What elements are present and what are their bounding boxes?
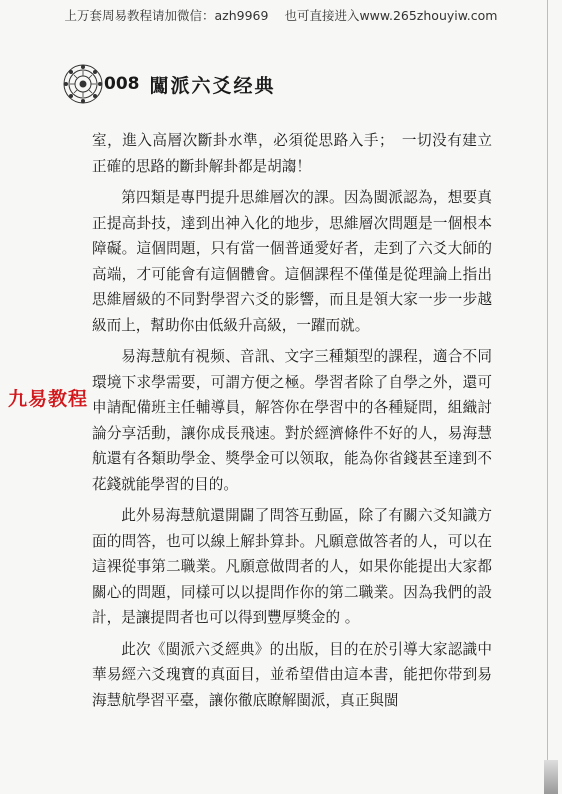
page-number: 008 [104,74,140,94]
book-title: 闖派六爻经典 [149,74,276,97]
page-edge-divider [547,0,548,794]
paragraph: 室，進入高層次斷卦水準，必須從思路入手； 一切没有建立正確的思路的斷卦解卦都是胡謅！ [92,132,492,175]
paragraph: 此外易海慧航還開闢了問答互動區，除了有關六爻知識方面的問答，也可以線上解卦算卦。凡願意做答者的人，可以在這裸從事第二職業。凡願意做問者的人，如果你能提出大家都關心的問題，同樣可以以提問作你的第二職業。因為我們的設計，是讓提問者也可以得到豐厚獎金的 。 [92,507,492,626]
watermark-label: 九易教程 [8,388,89,410]
banner-website-text: 也可直接进入www.265zhouyiw.com [284,8,498,23]
paragraph: 此次《閩派六爻經典》的出版，目的在於引導大家認識中華易經六爻瑰寶的真面目，並希望借由這本書，能把你带到易海慧航學習平臺，讓你徹底瞭解閩派，真正與閩 [92,640,492,709]
rosette-emblem-icon [60,62,106,106]
paragraph: 易海慧航有視频、音訊、文字三種類型的課程，適合不同環境下求學需要，可謂方便之極。學習者除了自學之外，還可申請配備班主任輔導員，解答你在學習中的各種疑問，組織討論分享活動，讓你成長飛速。對於經濟條件不好的人，易海慧航還有各類助學金、獎學金可以领取，能為你省錢甚至達到不花錢就能學習的目的。 [92,348,492,493]
top-banner [0,6,562,24]
body-text [92,128,492,719]
banner-wechat-text: 上万套周易教程请加微信：azh9969 [64,8,269,23]
scan-shadow [544,760,558,794]
paragraph: 第四類是專門提升思維層次的課。因為閩派認為，想要真正提高卦技，達到出神入化的地步，思維層次問題是一個根本障礙。這個問題，只有當一個普通愛好者，走到了六爻大師的高端，才可能會有這個體會。這個課程不僅僅是從理論上指出思維層級的不同對學習六爻的影響，而且是領大家一步一步越級而上，幫助你由低級升高級，一躍而就。 [92,189,492,334]
page-header [60,62,276,106]
